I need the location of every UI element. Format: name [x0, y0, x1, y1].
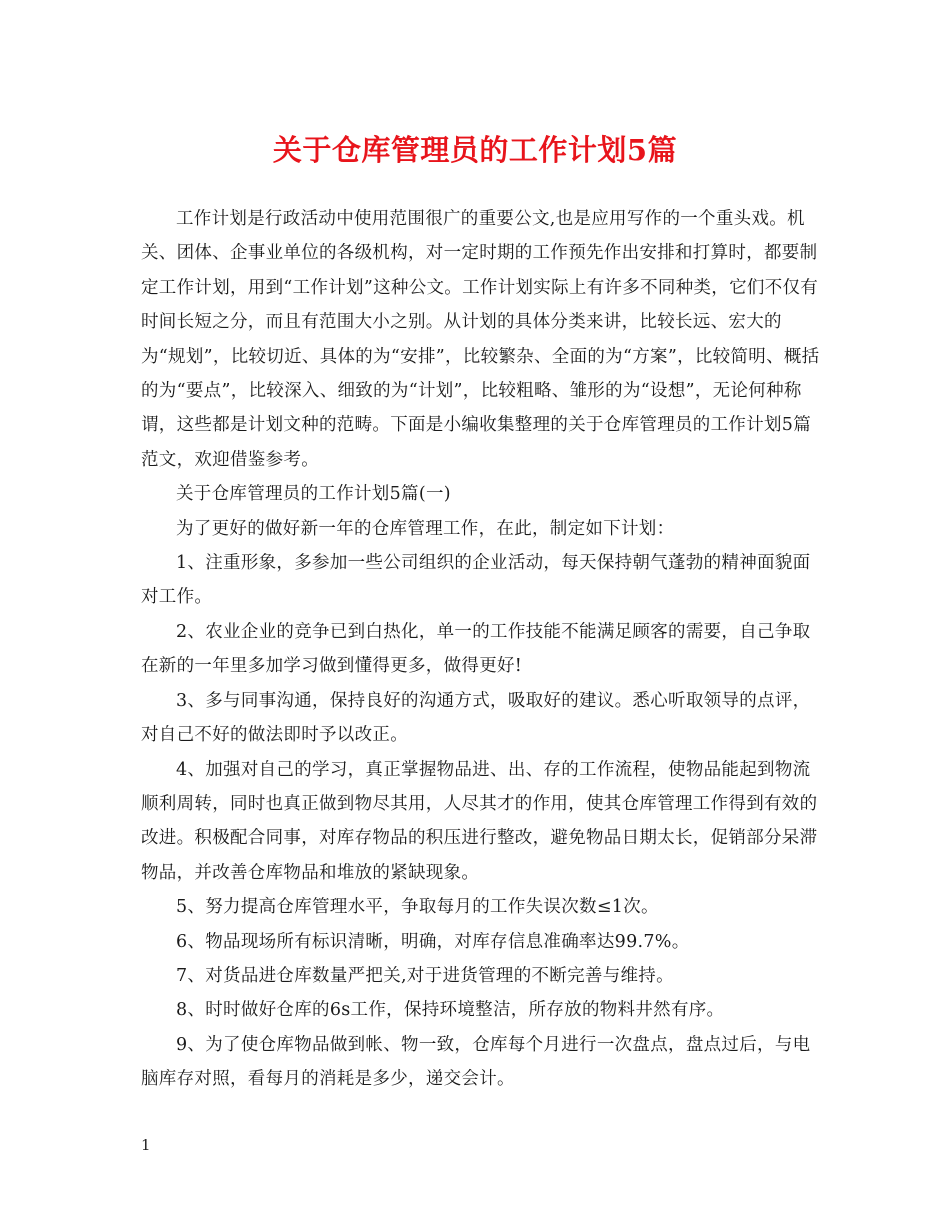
list-item-2: 2、农业企业的竞争已到白热化，单一的工作技能不能满足顾客的需要，自己争取在新的一年里多加学习做到懂得更多，做得更好!: [141, 621, 811, 677]
list-item-9: 9、为了使仓库物品做到帐、物一致，仓库每个月进行一次盘点，盘点过后，与电脑库存对照，看每月的消耗是多少，递交会计。: [141, 1034, 811, 1090]
paragraph-intro: 工作计划是行政活动中使用范围很广的重要公文,也是应用写作的一个重头戏。机关、团体、企事业单位的各级机构，对一定时期的工作预先作出安排和打算时，都要制定工作计划，用到“工作计划”这种公文。工作计划实际上有许多不同种类，它们不仅有时间长短之分，而且有范围大小之别。从计划的具体分类来讲，比较长远、宏大的为“规划”，比较切近、具体的为“安排”，比较繁杂、全面的为“方案”，比较简明、概括的为“要点”，比较深入、细致的为“计划”，比较粗略、雏形的为“设想”，无论何种称谓，这些都是计划文种的范畴。下面是小编收集整理的关于仓库管理员的工作计划5篇范文，欢迎借鉴参考。: [141, 209, 820, 470]
list-item-1: 1、注重形象，多参加一些公司组织的企业活动，每天保持朝气蓬勃的精神面貌面对工作。: [141, 553, 811, 608]
section-heading: 关于仓库管理员的工作计划5篇(一): [176, 484, 451, 505]
list-item-5: 5、努力提高仓库管理水平，争取每月的工作失误次数≤1次。: [176, 897, 659, 918]
list-item-4: 4、加强对自己的学习，真正掌握物品进、出、存的工作流程，使物品能起到物流顺利周转，同时也真正做到物尽其用，人尽其才的作用，使其仓库管理工作得到有效的改进。积极配合同事，对库存物品的积压进行整改，避免物品日期太长，促销部分呆滞物品，并改善仓库物品和堆放的紧缺现象。: [141, 759, 818, 883]
list-item-3: 3、多与同事沟通，保持良好的沟通方式，吸取好的建议。悉心听取领导的点评，对自己不好的做法即时予以改正。: [141, 690, 811, 746]
list-item-7: 7、对货品进仓库数量严把关,对于进货管理的不断完善与维持。: [176, 965, 674, 986]
document-title: 关于仓库管理员的工作计划5篇: [272, 133, 678, 167]
list-item-6: 6、物品现场所有标识清晰，明确，对库存信息准确率达99.7%。: [176, 931, 690, 952]
paragraph-preface: 为了更好的做好新一年的仓库管理工作，在此，制定如下计划：: [176, 518, 675, 539]
page-number: 1: [141, 1136, 151, 1154]
document-body: [141, 202, 821, 1097]
list-item-8: 8、时时做好仓库的6s工作，保持环境整洁，所存放的物料井然有序。: [176, 1000, 725, 1021]
